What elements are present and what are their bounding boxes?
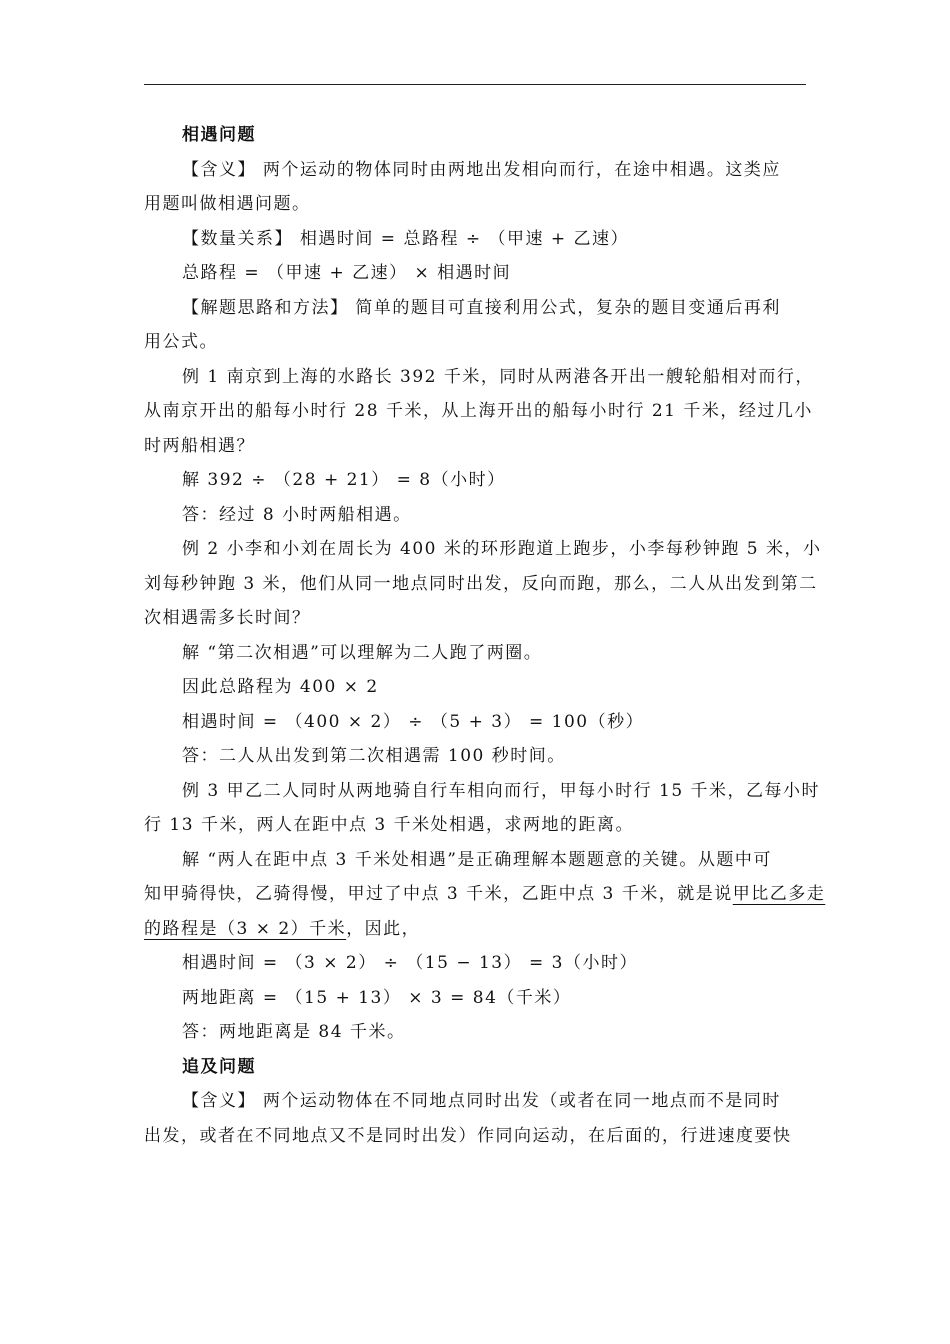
example-3-solution-1: 解 “两人在距中点 3 千米处相遇”是正确理解本题题意的关键。从题中可	[182, 849, 772, 870]
example-2-solution-2: 因此总路程为 400 × 2	[182, 677, 379, 697]
section-title-chase: 追及问题	[182, 1056, 256, 1077]
chase-meaning-line-2: 出发，或者在不同地点又不是同时出发）作同向运动，在后面的，行进速度要快	[144, 1125, 792, 1146]
example-1-line-2: 从南京开出的船每小时行 28 千米，从上海开出的船每小时行 21 千米，经过几小	[144, 401, 813, 421]
chase-meaning-line-1: 【含义】 两个运动物体在不同地点同时出发（或者在同一地点而不是同时	[182, 1091, 781, 1111]
meeting-method-line-2: 用公式。	[144, 332, 218, 352]
example-3-underlined-text-2: 的路程是（3 × 2）千米	[144, 918, 347, 939]
example-3-solution-2-text: 知甲骑得快，乙骑得慢，甲过了中点 3 千米，乙距中点 3 千米，就是说	[144, 884, 733, 904]
example-2-answer: 答：二人从出发到第二次相遇需 100 秒时间。	[182, 746, 566, 766]
example-3-solution-5: 两地距离 = （15 + 13） × 3 = 84（千米）	[182, 987, 572, 1008]
example-1-line-1: 例 1 南京到上海的水路长 392 千米，同时从两港各开出一艘轮船相对而行，	[182, 366, 814, 387]
example-3-solution-3	[144, 912, 806, 947]
example-2-solution-1: 解 “第二次相遇”可以理解为二人跑了两圈。	[182, 642, 543, 663]
document-body	[144, 118, 826, 1153]
example-3-solution-3-text: ，因此，	[346, 918, 421, 939]
header-rule	[144, 84, 806, 85]
example-3-solution-4: 相遇时间 = （3 × 2） ÷ （15 − 13） = 3（小时）	[182, 953, 638, 973]
example-1-line-3: 时两船相遇？	[144, 435, 255, 456]
meeting-method-line-1: 【解题思路和方法】 简单的题目可直接利用公式，复杂的题目变通后再利	[182, 297, 781, 318]
example-3-answer: 答：两地距离是 84 千米。	[182, 1022, 406, 1042]
meeting-relation-line-2: 总路程 = （甲速 + 乙速） × 相遇时间	[182, 263, 512, 283]
example-2-line-1: 例 2 小李和小刘在周长为 400 米的环形跑道上跑步，小李每秒钟跑 5 米，小	[182, 539, 822, 559]
meeting-meaning-line-1: 【含义】 两个运动的物体同时由两地出发相向而行，在途中相遇。这类应	[182, 159, 781, 180]
example-3-line-1: 例 3 甲乙二人同时从两地骑自行车相向而行，甲每小时行 15 千米，乙每小时	[182, 780, 821, 801]
meeting-meaning-line-2: 用题叫做相遇问题。	[144, 194, 311, 214]
example-1-answer: 答：经过 8 小时两船相遇。	[182, 504, 412, 525]
example-3-solution-2	[144, 877, 826, 912]
example-3-line-2: 行 13 千米，两人在距中点 3 千米处相遇，求两地的距离。	[144, 815, 635, 835]
example-2-line-3: 次相遇需多长时间？	[144, 608, 311, 628]
example-2-solution-3: 相遇时间 = （400 × 2） ÷ （5 + 3） = 100（秒）	[182, 711, 645, 732]
section-title-meeting: 相遇问题	[182, 125, 256, 145]
example-2-line-2: 刘每秒钟跑 3 米，他们从同一地点同时出发，反向而跑，那么，二人从出发到第二	[144, 573, 818, 594]
meeting-relation-line-1: 【数量关系】 相遇时间 = 总路程 ÷ （甲速 + 乙速）	[182, 228, 630, 249]
example-3-underlined-text-1: 甲比乙多走	[732, 884, 826, 904]
example-1-solution: 解 392 ÷ （28 + 21） = 8（小时）	[182, 470, 506, 490]
